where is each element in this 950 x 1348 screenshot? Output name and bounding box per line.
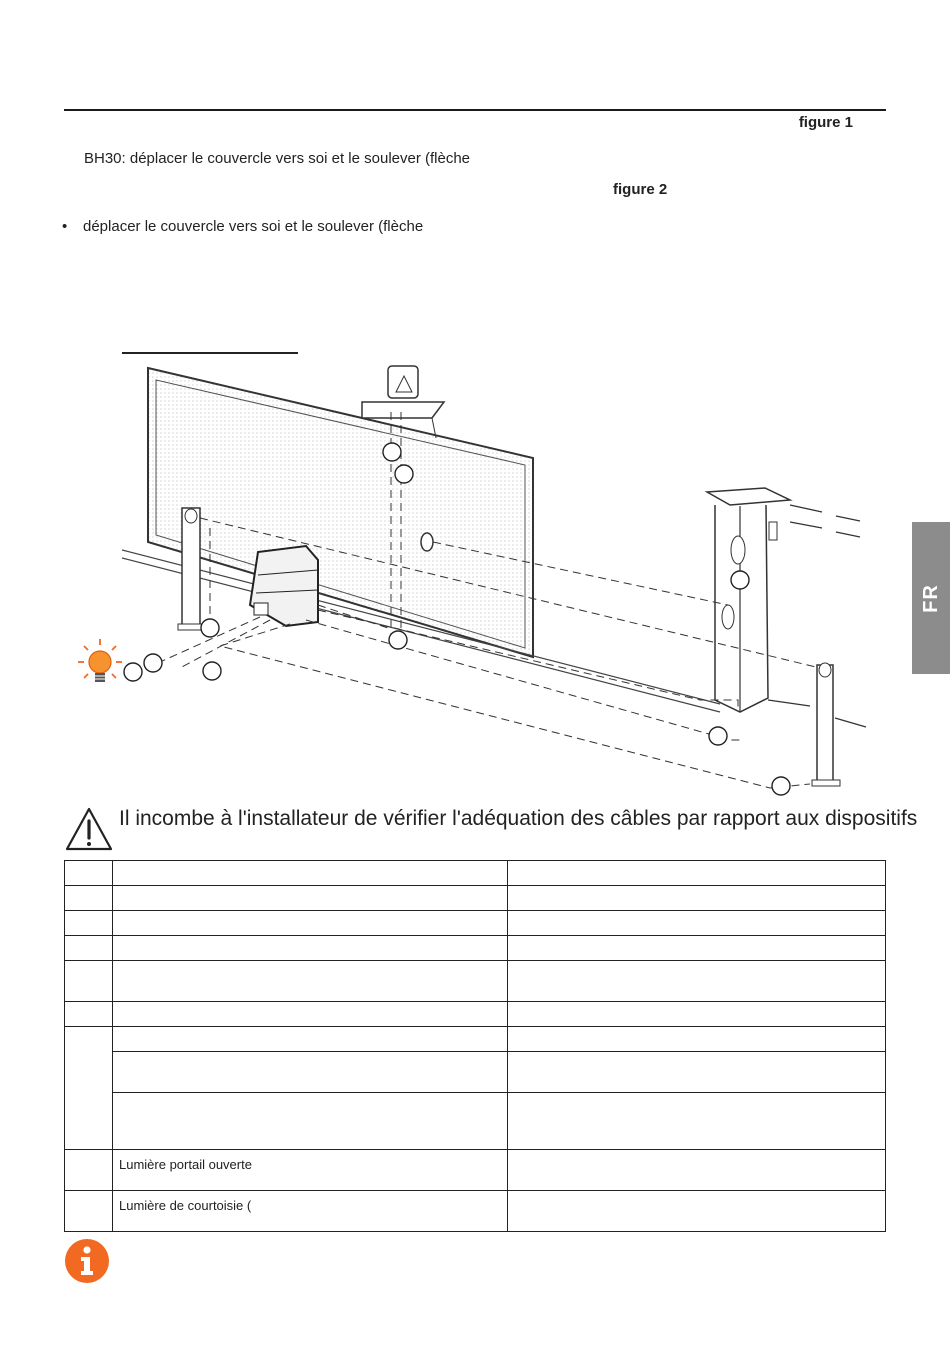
language-tab-label: FR <box>919 583 942 613</box>
table-cell <box>113 1002 508 1027</box>
right-column <box>707 488 790 712</box>
table-cell <box>65 861 113 886</box>
bullet-marker: • <box>62 218 68 235</box>
bullet-instruction <box>62 218 423 235</box>
table-row <box>65 911 886 936</box>
table-cell <box>508 1191 886 1232</box>
table-cell-label <box>113 1150 508 1191</box>
table-cell <box>508 1150 886 1191</box>
table-cell <box>113 1093 508 1150</box>
motor-unit <box>250 546 318 626</box>
table-cell <box>113 936 508 961</box>
table-cell <box>113 886 508 911</box>
language-tab <box>912 522 950 674</box>
table-cell <box>65 1002 113 1027</box>
table-row <box>65 1052 886 1093</box>
figure-2-label: figure 2 <box>613 181 668 198</box>
table-row <box>65 1002 886 1027</box>
photocell-post-right <box>812 663 840 786</box>
table-cell <box>508 1002 886 1027</box>
header-rule <box>64 109 886 111</box>
table-cell <box>508 1052 886 1093</box>
warning-text: Il incombe à l'installateur de vérifier l'adéquation des câbles par rapport aux dispositifs <box>119 807 918 830</box>
table-row <box>65 1191 886 1232</box>
table-row <box>65 961 886 1002</box>
table-cell <box>65 936 113 961</box>
table-cell <box>508 936 886 961</box>
table-row <box>65 1093 886 1150</box>
table-cell <box>508 1093 886 1150</box>
gate-sensor <box>421 533 433 551</box>
warning-triangle-icon <box>64 806 114 852</box>
table-row <box>65 1150 886 1191</box>
courtesy-light-label: Lumière de courtoisie ( <box>119 1198 252 1213</box>
table-row <box>65 1027 886 1052</box>
table-row <box>65 886 886 911</box>
instruction-bh30: BH30: déplacer le couvercle vers soi et le soulever (flèche <box>84 150 471 167</box>
table-cell <box>113 961 508 1002</box>
table-cell <box>65 1191 113 1232</box>
table-cell <box>113 861 508 886</box>
table-cell <box>113 911 508 936</box>
table-cell <box>65 1150 113 1191</box>
installation-diagram <box>0 340 900 805</box>
table-cell <box>508 886 886 911</box>
table-cell-label <box>113 1191 508 1232</box>
table-cell <box>65 1027 113 1150</box>
light-bulb-icon <box>78 639 122 682</box>
photocell-post-left <box>178 508 204 630</box>
table-cell <box>65 911 113 936</box>
cable-table <box>64 860 886 1232</box>
bullet-instruction-text: déplacer le couvercle vers soi et le soulever (flèche <box>83 218 424 235</box>
table-row <box>65 936 886 961</box>
table-cell <box>508 961 886 1002</box>
gate-open-light-label: Lumière portail ouverte <box>119 1157 252 1172</box>
table-cell <box>508 1027 886 1052</box>
table-cell <box>508 861 886 886</box>
table-cell <box>65 961 113 1002</box>
info-icon <box>64 1238 110 1284</box>
table-row <box>65 861 886 886</box>
table-cell <box>113 1052 508 1093</box>
table-cell <box>113 1027 508 1052</box>
figure-1-label: figure 1 <box>798 114 853 131</box>
table-cell <box>65 886 113 911</box>
table-cell <box>508 911 886 936</box>
